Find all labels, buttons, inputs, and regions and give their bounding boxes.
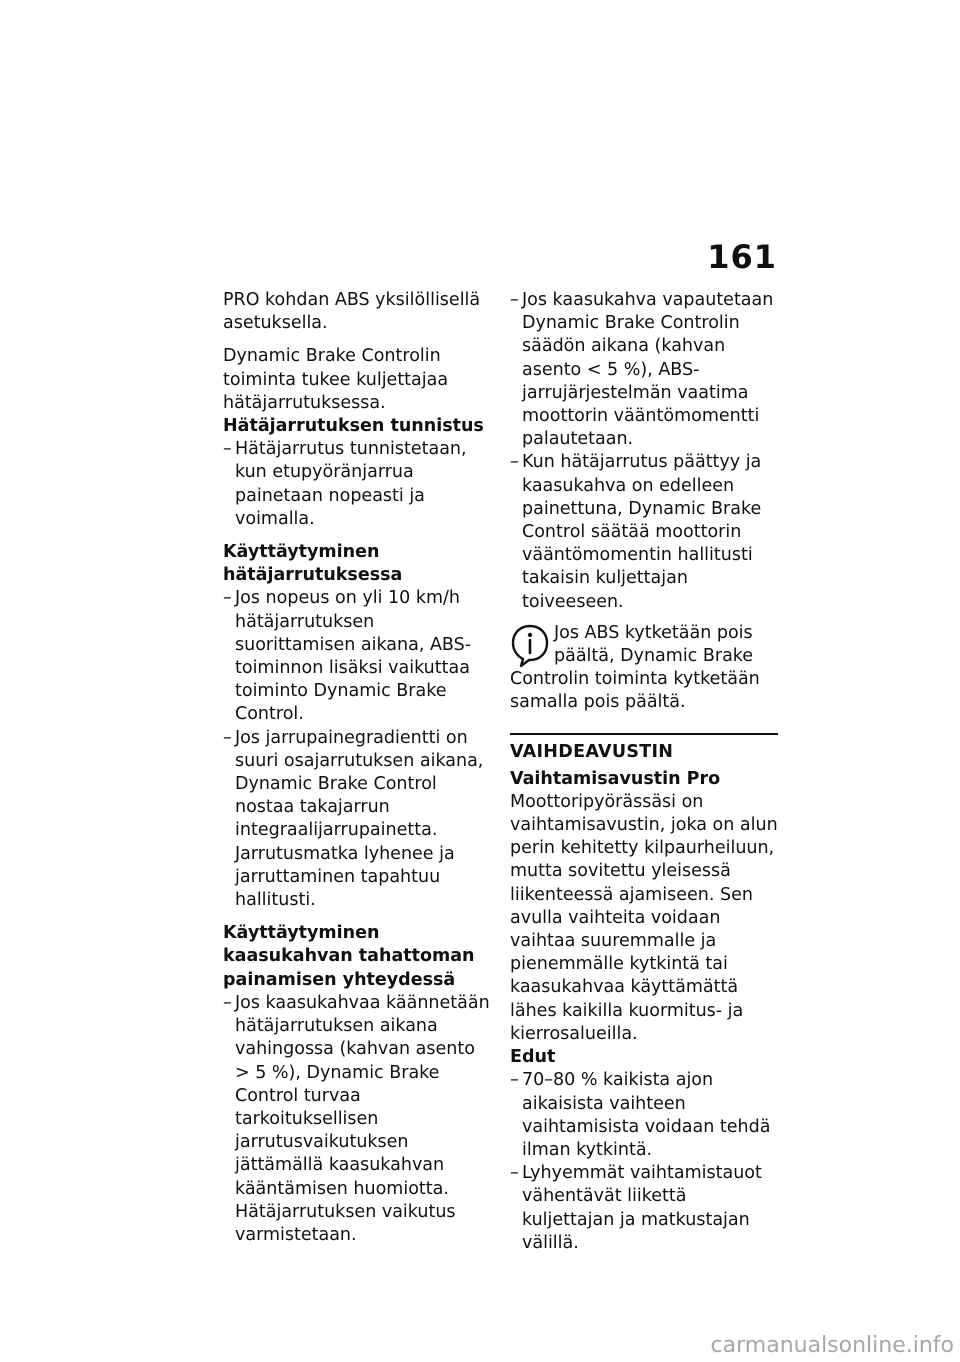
recognition-list — [223, 438, 491, 531]
watermark: carmanualsonline.info — [710, 1333, 954, 1358]
section-divider — [510, 733, 778, 735]
heading-recognition: Hätäjarrutuksen tunnistus — [223, 416, 484, 437]
list-item: – 70–80 % kaikista ajon aikaisista vaihteen vaihtamisista voidaan tehdä ilman kytkintä. — [510, 1069, 778, 1162]
list-item: – Jos kaasukahvaa käännetään hätäjarrutuksen aikana vahingossa (kahvan asento > 5 %), Dynamic Brake Control turvaa tarkoituksellisen jarrutusvaikutuksen jättämällä kaasukahvan kääntämisen huomiotta. Hätäjarrutuksen vaikutus varmistetaan. — [223, 992, 491, 1247]
benefits-list — [510, 1069, 778, 1255]
note-text: Jos ABS kytketään pois päältä, Dynamic Brake Controlin toiminta kytketään samalla pois päältä. — [510, 622, 760, 713]
page-number: 161 — [707, 238, 777, 276]
list-item: – Hätäjarrutus tunnistetaan, kun etupyöränjarrua painetaan nopeasti ja voimalla. — [223, 438, 491, 531]
intro-paragraph: Dynamic Brake Controlin toiminta tukee kuljettajaa hätäjarrutuksessa. — [223, 346, 449, 413]
release-list — [510, 289, 778, 614]
right-column — [510, 289, 778, 1265]
list-item: – Kun hätäjarrutus päättyy ja kaasukahva on edelleen painettuna, Dynamic Brake Control säätää moottorin vääntömomentin hallitusti takaisin kuljettajan toiveeseen. — [510, 451, 778, 613]
left-column — [223, 289, 491, 1257]
pro-paragraph: Moottoripyörässäsi on vaihtamisavustin, joka on alun perin kehitetty kilpaurheiluun, mutta sovitettu yleisessä liikenteessä ajamiseen. Sen avulla vaihteita voidaan vaihtaa suuremmalle ja pienemmälle kytkintä tai kaasukahvaa käyttämättä lähes kaikilla kuormitus- ja kierrosalueilla. — [510, 791, 778, 1044]
list-item: – Jos kaasukahva vapautetaan Dynamic Brake Controlin säädön aikana (kahvan asento < 5 %), ABS-jarrujärjestelmän vaatima moottorin vääntömomentti palautetaan. — [510, 289, 778, 451]
list-item: – Jos nopeus on yli 10 km/h hätäjarrutuksen suorittamisen aikana, ABS-toiminnon lisäksi vaikuttaa toiminto Dynamic Brake Control. — [223, 587, 491, 726]
list-item: – Jos jarrupainegradientti on suuri osajarrutuksen aikana, Dynamic Brake Control nostaa takajarrun integraalijarrupainetta. Jarrutusmatka lyhenee ja jarruttaminen tapahtuu hallitusti. — [223, 727, 491, 913]
emergency-behavior-list — [223, 587, 491, 912]
section-title: VAIHDEAVUSTIN — [510, 741, 674, 762]
info-note — [510, 622, 778, 715]
throttle-behavior-list — [223, 992, 491, 1247]
list-item: – Lyhyemmät vaihtamistauot vähentävät liikettä kuljettajan ja matkustajan välillä. — [510, 1162, 778, 1255]
intro-paragraph: PRO kohdan ABS yksilöllisellä asetuksella. — [223, 290, 481, 334]
subheading-benefits: Edut — [510, 1047, 556, 1068]
info-icon — [510, 624, 550, 668]
heading-throttle-behavior: Käyttäytyminen kaasukahvan tahattoman painamisen yhteydessä — [223, 923, 475, 990]
heading-emergency-behavior: Käyttäytyminen hätäjarrutuksessa — [223, 542, 403, 586]
subheading-pro: Vaihtamisavustin Pro — [510, 768, 721, 789]
